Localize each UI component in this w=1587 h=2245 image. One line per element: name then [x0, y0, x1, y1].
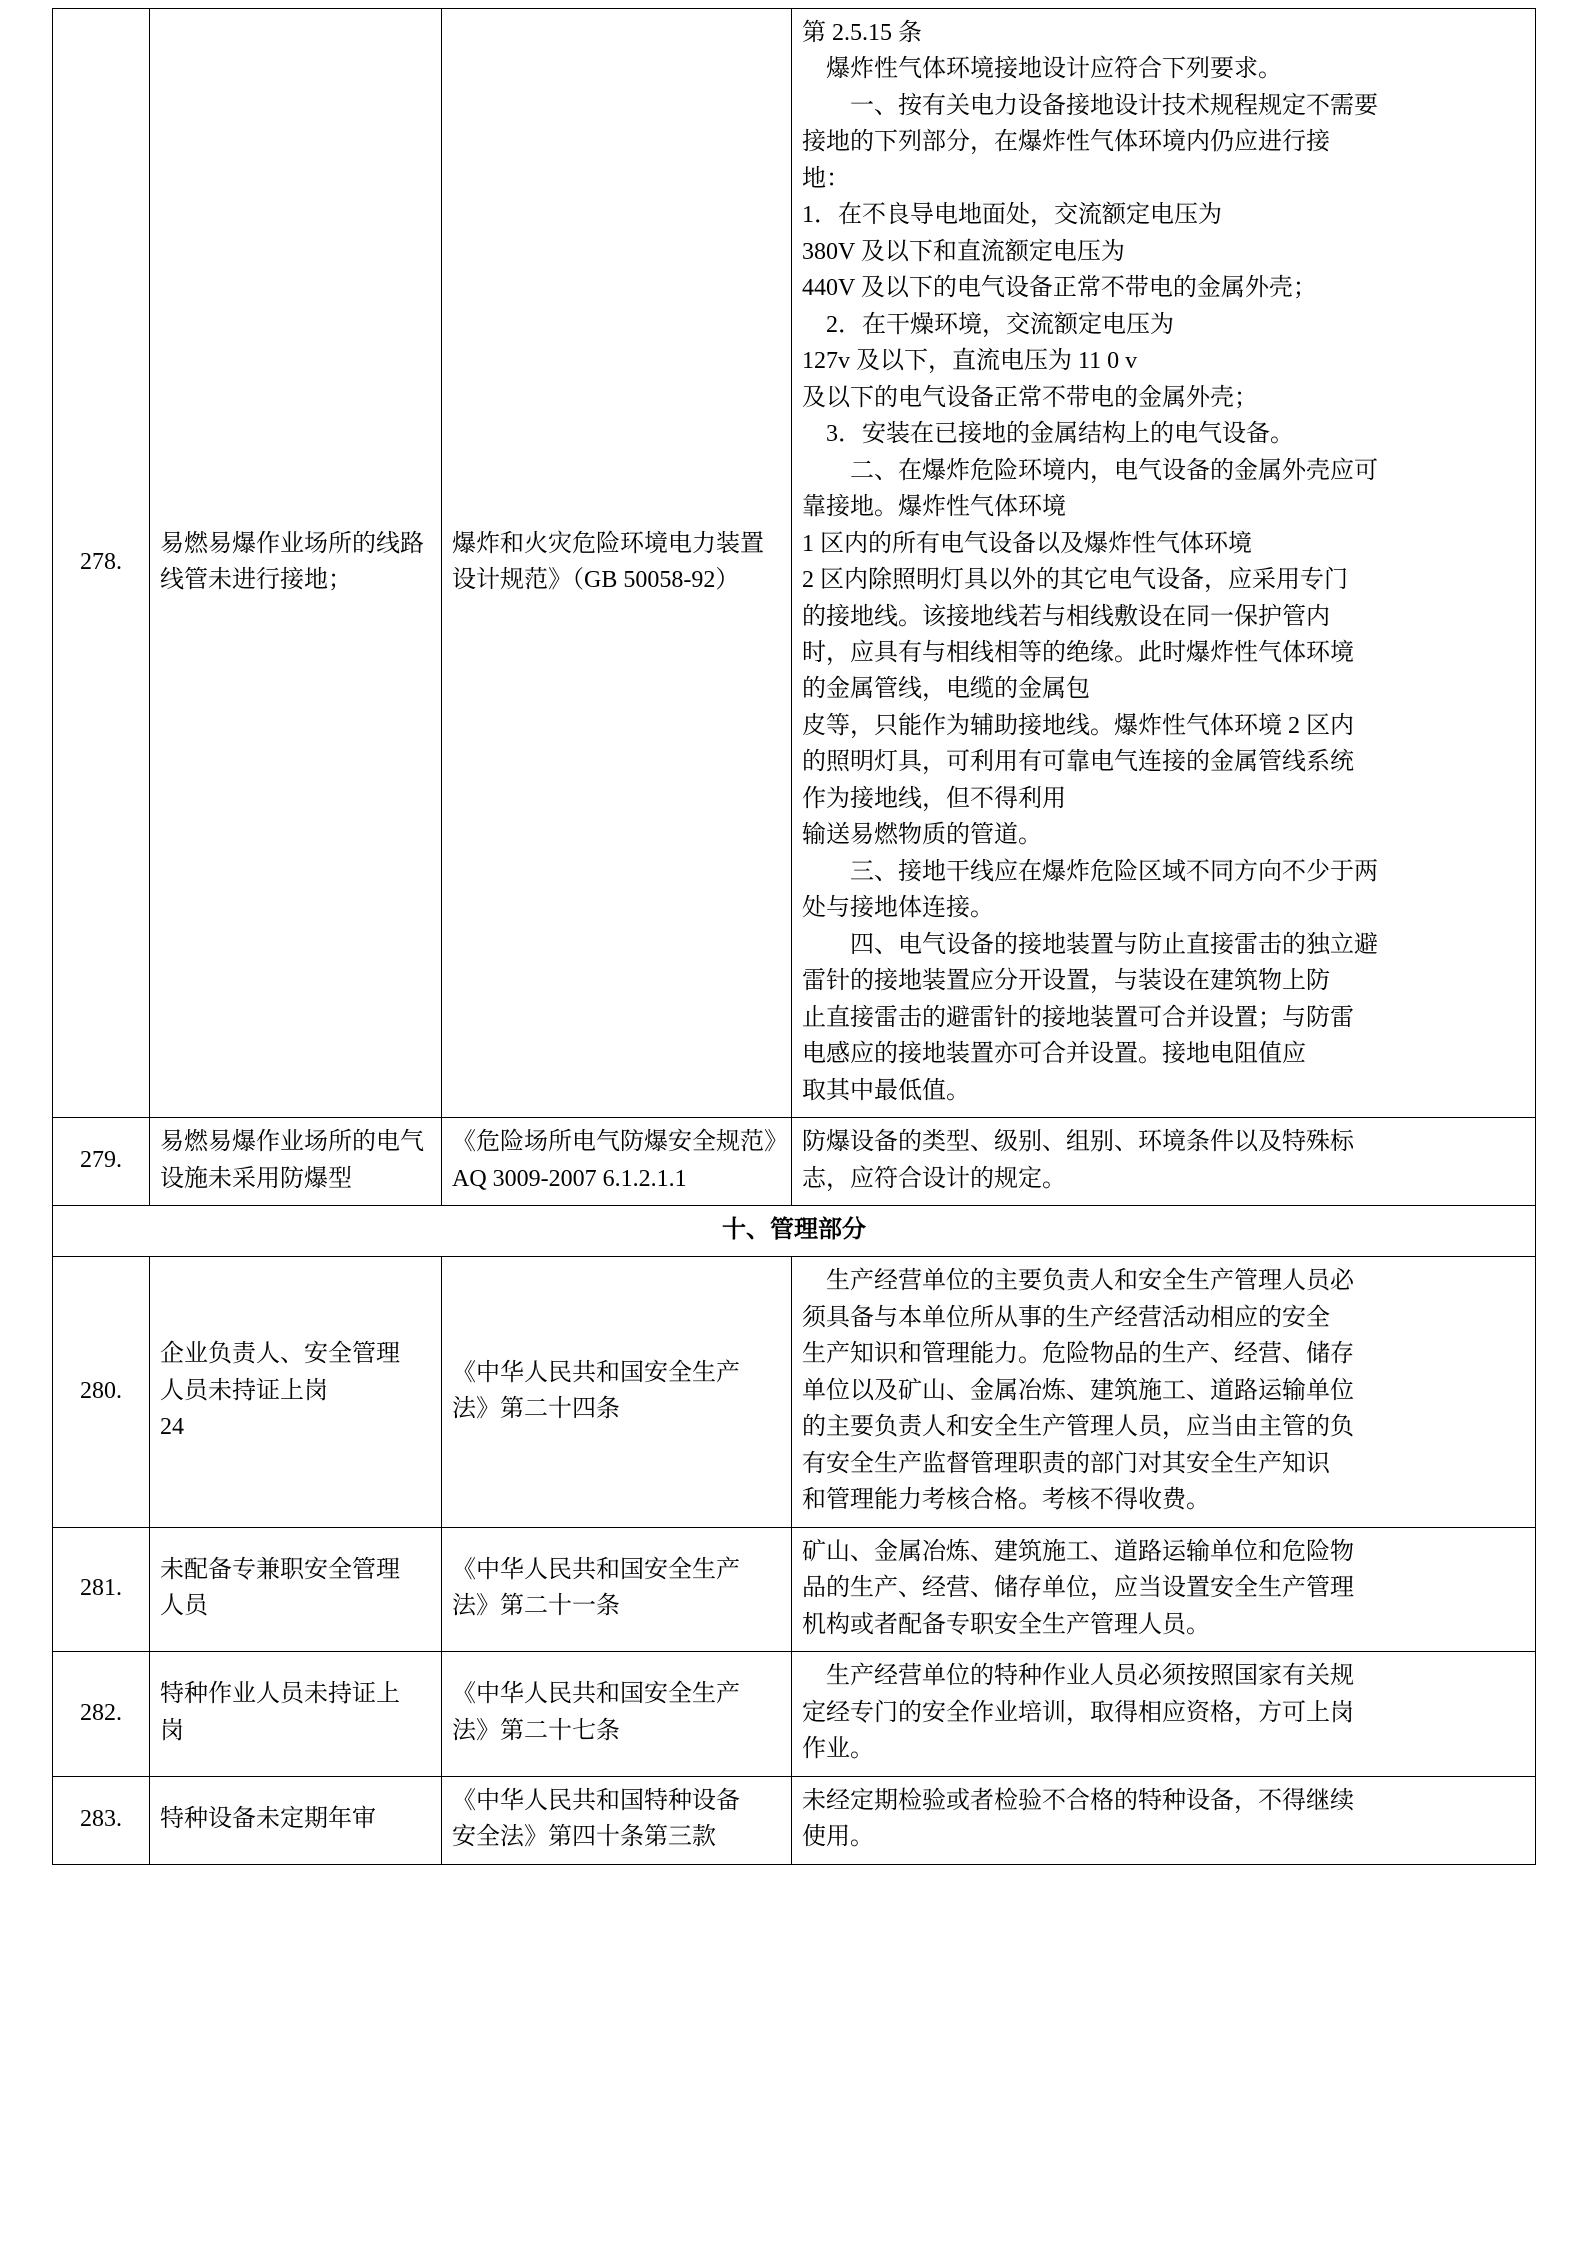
requirement-line: 未经定期检验或者检验不合格的特种设备，不得继续	[802, 1787, 1354, 1814]
section-heading: 十、管理部分	[53, 1206, 1536, 1257]
requirement-line: 皮等，只能作为辅助接地线。爆炸性气体环境 2 区内	[802, 712, 1354, 739]
requirement-line: 380V 及以下和直流额定电压为	[802, 238, 1125, 265]
requirement-line: 矿山、金属冶炼、建筑施工、道路运输单位和危险物	[802, 1538, 1354, 1565]
requirement-line: 三、接地干线应在爆炸危险区域不同方向不少于两	[850, 858, 1378, 885]
legal-basis-line: 法》第二十一条	[452, 1593, 620, 1620]
requirement-line: 靠接地。爆炸性气体环境	[802, 494, 1066, 521]
requirement-line: 2 区内除照明灯具以外的其它电气设备，应采用专门	[802, 567, 1348, 594]
hazard-item	[150, 1652, 442, 1776]
legal-basis	[442, 1257, 792, 1527]
requirement-line: 定经专门的安全作业培训，取得相应资格，方可上岗	[802, 1699, 1354, 1726]
table-row	[53, 1257, 1536, 1527]
requirement-line: 机构或者配备专职安全生产管理人员。	[802, 1611, 1210, 1638]
legal-basis-line: 法》第二十七条	[452, 1717, 620, 1744]
requirement-line: 的照明灯具，可利用有可靠电气连接的金属管线系统	[802, 749, 1354, 776]
legal-basis-line: 《中华人民共和国安全生产	[452, 1556, 740, 1583]
hazard-item-line: 人员未持证上岗	[160, 1377, 328, 1404]
requirement-text	[792, 1527, 1536, 1651]
requirement-line: 作业。	[802, 1736, 874, 1763]
row-number: 279.	[53, 1118, 150, 1206]
requirement-line: 雷针的接地装置应分开设置，与装设在建筑物上防	[802, 968, 1330, 995]
table-row	[53, 1527, 1536, 1651]
legal-basis-line: 《中华人民共和国安全生产	[452, 1681, 740, 1708]
legal-basis	[442, 1652, 792, 1776]
row-number: 278.	[53, 9, 150, 1118]
table-row	[53, 1776, 1536, 1864]
requirement-text	[792, 1652, 1536, 1776]
hazard-item	[150, 1776, 442, 1864]
row-number: 281.	[53, 1527, 150, 1651]
requirement-line: 品的生产、经营、储存单位，应当设置安全生产管理	[802, 1575, 1354, 1602]
row-number: 283.	[53, 1776, 150, 1864]
requirement-line: 和管理能力考核合格。考核不得收费。	[802, 1487, 1210, 1514]
hazard-item-line: 岗	[160, 1717, 184, 1744]
hazard-item	[150, 1527, 442, 1651]
requirement-line: 及以下的电气设备正常不带电的金属外壳；	[802, 384, 1258, 411]
requirement-line: 1 区内的所有电气设备以及爆炸性气体环境	[802, 530, 1252, 557]
requirement-line: 接地的下列部分，在爆炸性气体环境内仍应进行接	[802, 129, 1330, 156]
hazard-item-line: 24	[160, 1414, 184, 1441]
requirement-line: 有安全生产监督管理职责的部门对其安全生产知识	[802, 1450, 1330, 1477]
requirement-line: 的接地线。该接地线若与相线敷设在同一保护管内	[802, 603, 1330, 630]
requirement-text	[792, 9, 1536, 1118]
requirement-line: 输送易燃物质的管道。	[802, 822, 1042, 849]
legal-basis-line: 《中华人民共和国特种设备	[452, 1787, 740, 1814]
table-row	[53, 1118, 1536, 1206]
legal-basis	[442, 1776, 792, 1864]
requirement-line: 生产知识和管理能力。危险物品的生产、经营、储存	[802, 1341, 1354, 1368]
requirement-line: 的主要负责人和安全生产管理人员，应当由主管的负	[802, 1414, 1354, 1441]
legal-basis	[442, 1527, 792, 1651]
inspection-items-table	[52, 8, 1536, 1865]
hazard-item-line: 特种作业人员未持证上	[160, 1681, 400, 1708]
table-row	[53, 9, 1536, 1118]
requirement-line: 四、电气设备的接地装置与防止直接雷击的独立避	[850, 931, 1378, 958]
hazard-item: 易燃易爆作业场所的电气设施未采用防爆型	[150, 1118, 442, 1206]
legal-basis: 爆炸和火灾危险环境电力装置设计规范》（GB 50058-92）	[442, 9, 792, 1118]
hazard-item: 易燃易爆作业场所的线路线管未进行接地；	[150, 9, 442, 1118]
requirement-line: 电感应的接地装置亦可合并设置。接地电阻值应	[802, 1041, 1306, 1068]
legal-basis: 《危险场所电气防爆安全规范》AQ 3009-2007 6.1.2.1.1	[442, 1118, 792, 1206]
requirement-line: 地：	[802, 165, 850, 192]
legal-basis-line: 安全法》第四十条第三款	[452, 1824, 716, 1851]
requirement-line: 使用。	[802, 1824, 874, 1851]
requirement-line: 志，应符合设计的规定。	[802, 1165, 1066, 1192]
hazard-item-line: 企业负责人、安全管理	[160, 1341, 400, 1368]
requirement-line: 生产经营单位的主要负责人和安全生产管理人员必	[826, 1268, 1354, 1295]
table-body	[53, 9, 1536, 1865]
requirement-line: 取其中最低值。	[802, 1077, 970, 1104]
hazard-item-line: 特种设备未定期年审	[160, 1805, 376, 1832]
legal-basis-line: 《中华人民共和国安全生产	[452, 1359, 740, 1386]
requirement-line: 生产经营单位的特种作业人员必须按照国家有关规	[826, 1663, 1354, 1690]
row-number: 280.	[53, 1257, 150, 1527]
hazard-item	[150, 1257, 442, 1527]
requirement-line: 时，应具有与相线相等的绝缘。此时爆炸性气体环境	[802, 639, 1354, 666]
requirement-line: 的金属管线，电缆的金属包	[802, 676, 1090, 703]
hazard-item-line: 人员	[160, 1593, 208, 1620]
requirement-line: 处与接地体连接。	[802, 895, 994, 922]
row-number: 282.	[53, 1652, 150, 1776]
requirement-line: 2．在干燥环境，交流额定电压为	[826, 311, 1174, 338]
requirement-text	[792, 1257, 1536, 1527]
requirement-line: 127v 及以下，直流电压为 11 0 v	[802, 348, 1138, 375]
requirement-line: 二、在爆炸危险环境内，电气设备的金属外壳应可	[850, 457, 1378, 484]
requirement-line: 作为接地线，但不得利用	[802, 785, 1066, 812]
requirement-line: 须具备与本单位所从事的生产经营活动相应的安全	[802, 1304, 1330, 1331]
requirement-text	[792, 1118, 1536, 1206]
requirement-line: 440V 及以下的电气设备正常不带电的金属外壳；	[802, 275, 1317, 302]
requirement-line: 一、按有关电力设备接地设计技术规程规定不需要	[850, 92, 1378, 119]
requirement-text	[792, 1776, 1536, 1864]
legal-basis-line: 法》第二十四条	[452, 1396, 620, 1423]
requirement-line: 防爆设备的类型、级别、组别、环境条件以及特殊标	[802, 1129, 1354, 1156]
table-row	[53, 1652, 1536, 1776]
requirement-line: 爆炸性气体环境接地设计应符合下列要求。	[826, 56, 1282, 83]
requirement-line: 3．安装在已接地的金属结构上的电气设备。	[826, 421, 1294, 448]
hazard-item-line: 未配备专兼职安全管理	[160, 1556, 400, 1583]
requirement-line: 单位以及矿山、金属冶炼、建筑施工、道路运输单位	[802, 1377, 1354, 1404]
section-heading-row	[53, 1206, 1536, 1257]
requirement-line: 1．在不良导电地面处，交流额定电压为	[802, 202, 1222, 229]
requirement-line: 第 2.5.15 条	[802, 20, 922, 46]
requirement-line: 止直接雷击的避雷针的接地装置可合并设置；与防雷	[802, 1004, 1354, 1031]
